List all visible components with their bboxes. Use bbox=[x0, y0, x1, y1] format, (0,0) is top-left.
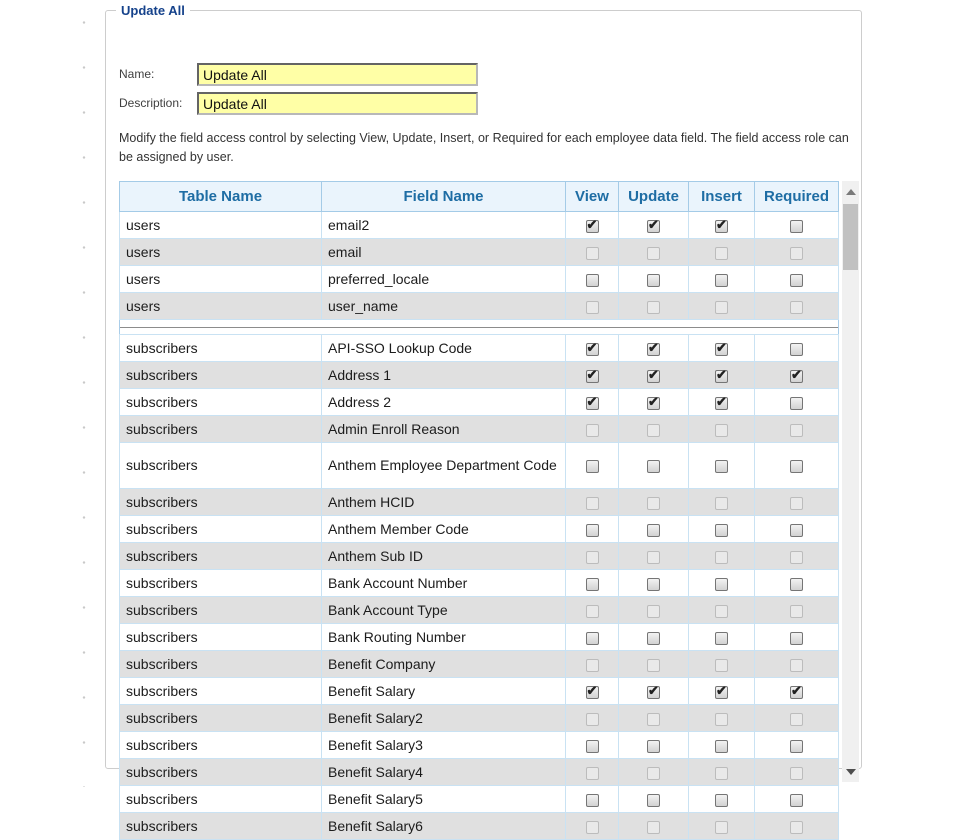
view-cell bbox=[566, 239, 619, 266]
required-cell bbox=[755, 543, 839, 570]
scroll-up-button[interactable] bbox=[842, 183, 859, 200]
insert-cell bbox=[689, 239, 755, 266]
update-checkbox[interactable] bbox=[647, 397, 660, 410]
table-name-cell: subscribers bbox=[120, 705, 322, 732]
view-checkbox[interactable] bbox=[586, 424, 599, 437]
required-cell bbox=[755, 389, 839, 416]
insert-cell bbox=[689, 416, 755, 443]
view-checkbox[interactable] bbox=[586, 821, 599, 834]
table-name-cell: subscribers bbox=[120, 416, 322, 443]
required-checkbox[interactable] bbox=[790, 821, 803, 834]
field-name-cell: Address 2 bbox=[322, 389, 566, 416]
required-checkbox[interactable] bbox=[790, 343, 803, 356]
insert-cell bbox=[689, 624, 755, 651]
update-cell bbox=[619, 489, 689, 516]
update-checkbox[interactable] bbox=[647, 301, 660, 314]
table-row bbox=[120, 443, 839, 489]
insert-checkbox[interactable] bbox=[715, 460, 728, 473]
column-header-update: Update bbox=[619, 182, 689, 212]
update-cell bbox=[619, 212, 689, 239]
view-checkbox[interactable] bbox=[586, 301, 599, 314]
field-name-cell: Admin Enroll Reason bbox=[322, 416, 566, 443]
insert-checkbox[interactable] bbox=[715, 578, 728, 591]
insert-cell bbox=[689, 335, 755, 362]
required-cell bbox=[755, 624, 839, 651]
update-cell bbox=[619, 543, 689, 570]
required-checkbox[interactable] bbox=[790, 497, 803, 510]
required-checkbox[interactable] bbox=[790, 632, 803, 645]
column-header-insert: Insert bbox=[689, 182, 755, 212]
insert-cell bbox=[689, 678, 755, 705]
view-cell bbox=[566, 266, 619, 293]
table-name-cell: subscribers bbox=[120, 570, 322, 597]
update-checkbox[interactable] bbox=[647, 460, 660, 473]
table-name-cell: subscribers bbox=[120, 335, 322, 362]
table-row bbox=[120, 212, 839, 239]
insert-checkbox[interactable] bbox=[715, 497, 728, 510]
table-name-cell: subscribers bbox=[120, 489, 322, 516]
required-cell bbox=[755, 362, 839, 389]
table-name-cell: users bbox=[120, 293, 322, 320]
view-checkbox[interactable] bbox=[586, 551, 599, 564]
view-cell bbox=[566, 543, 619, 570]
insert-cell bbox=[689, 705, 755, 732]
update-checkbox[interactable] bbox=[647, 605, 660, 618]
insert-checkbox[interactable] bbox=[715, 605, 728, 618]
group-separator-line bbox=[120, 327, 838, 328]
update-cell bbox=[619, 516, 689, 543]
table-row bbox=[120, 570, 839, 597]
table-name-cell: users bbox=[120, 212, 322, 239]
insert-checkbox[interactable] bbox=[715, 767, 728, 780]
field-name-cell: Benefit Salary5 bbox=[322, 786, 566, 813]
field-name-cell: Benefit Salary2 bbox=[322, 705, 566, 732]
update-cell bbox=[619, 389, 689, 416]
required-cell bbox=[755, 651, 839, 678]
insert-checkbox[interactable] bbox=[715, 301, 728, 314]
insert-cell bbox=[689, 443, 755, 489]
required-checkbox[interactable] bbox=[790, 551, 803, 564]
insert-cell bbox=[689, 266, 755, 293]
table-row bbox=[120, 416, 839, 443]
view-cell bbox=[566, 732, 619, 759]
table-row bbox=[120, 705, 839, 732]
view-checkbox[interactable] bbox=[586, 247, 599, 260]
column-header-field-name: Field Name bbox=[322, 182, 566, 212]
table-row bbox=[120, 651, 839, 678]
required-checkbox[interactable] bbox=[790, 794, 803, 807]
view-cell bbox=[566, 597, 619, 624]
column-header-required: Required bbox=[755, 182, 839, 212]
update-cell bbox=[619, 678, 689, 705]
table-row bbox=[120, 786, 839, 813]
field-name-cell: Bank Routing Number bbox=[322, 624, 566, 651]
update-cell bbox=[619, 651, 689, 678]
description-label: Description: bbox=[119, 96, 183, 110]
insert-checkbox[interactable] bbox=[715, 713, 728, 726]
insert-cell bbox=[689, 732, 755, 759]
panel-legend: Update All bbox=[121, 3, 185, 18]
required-cell bbox=[755, 266, 839, 293]
update-checkbox[interactable] bbox=[647, 659, 660, 672]
table-row bbox=[120, 813, 839, 840]
required-checkbox[interactable] bbox=[790, 460, 803, 473]
update-cell bbox=[619, 293, 689, 320]
name-label: Name: bbox=[119, 67, 155, 81]
insert-cell bbox=[689, 786, 755, 813]
description-input[interactable] bbox=[197, 92, 478, 115]
insert-cell bbox=[689, 543, 755, 570]
view-checkbox[interactable] bbox=[586, 794, 599, 807]
view-checkbox[interactable] bbox=[586, 686, 599, 699]
required-cell bbox=[755, 516, 839, 543]
view-cell bbox=[566, 759, 619, 786]
instructions-text: Modify the field access control by selecting View, Update, Insert, or Required for each employee data field. The field access role can be assigned by user. bbox=[119, 131, 849, 164]
update-cell bbox=[619, 597, 689, 624]
view-cell bbox=[566, 489, 619, 516]
required-cell bbox=[755, 786, 839, 813]
update-cell bbox=[619, 335, 689, 362]
required-cell bbox=[755, 293, 839, 320]
field-name-cell: Benefit Salary4 bbox=[322, 759, 566, 786]
insert-checkbox[interactable] bbox=[715, 686, 728, 699]
scroll-up-icon bbox=[846, 189, 856, 195]
view-cell bbox=[566, 389, 619, 416]
update-checkbox[interactable] bbox=[647, 578, 660, 591]
field-name-cell: Benefit Salary6 bbox=[322, 813, 566, 840]
table-row bbox=[120, 597, 839, 624]
view-checkbox[interactable] bbox=[586, 713, 599, 726]
field-access-grid bbox=[119, 181, 859, 834]
insert-cell bbox=[689, 597, 755, 624]
view-checkbox[interactable] bbox=[586, 497, 599, 510]
update-checkbox[interactable] bbox=[647, 220, 660, 233]
field-name-cell: email2 bbox=[322, 212, 566, 239]
table-name-cell: subscribers bbox=[120, 624, 322, 651]
update-checkbox[interactable] bbox=[647, 713, 660, 726]
table-row bbox=[120, 362, 839, 389]
field-name-cell: preferred_locale bbox=[322, 266, 566, 293]
insert-cell bbox=[689, 293, 755, 320]
required-checkbox[interactable] bbox=[790, 713, 803, 726]
insert-checkbox[interactable] bbox=[715, 794, 728, 807]
table-name-cell: subscribers bbox=[120, 759, 322, 786]
insert-cell bbox=[689, 759, 755, 786]
view-checkbox[interactable] bbox=[586, 220, 599, 233]
required-cell bbox=[755, 489, 839, 516]
view-cell bbox=[566, 416, 619, 443]
scroll-down-icon bbox=[846, 769, 856, 775]
insert-cell bbox=[689, 570, 755, 597]
update-checkbox[interactable] bbox=[647, 686, 660, 699]
name-input[interactable] bbox=[197, 63, 478, 86]
table-row bbox=[120, 266, 839, 293]
insert-cell bbox=[689, 489, 755, 516]
update-checkbox[interactable] bbox=[647, 370, 660, 383]
insert-checkbox[interactable] bbox=[715, 397, 728, 410]
field-name-cell: Anthem Employee Department Code bbox=[322, 443, 566, 489]
table-name-cell: users bbox=[120, 239, 322, 266]
insert-cell bbox=[689, 651, 755, 678]
required-cell bbox=[755, 443, 839, 489]
table-row bbox=[120, 516, 839, 543]
table-name-cell: subscribers bbox=[120, 543, 322, 570]
insert-cell bbox=[689, 389, 755, 416]
required-checkbox[interactable] bbox=[790, 220, 803, 233]
table-row bbox=[120, 732, 839, 759]
required-checkbox[interactable] bbox=[790, 740, 803, 753]
field-access-table bbox=[119, 181, 839, 840]
update-all-panel bbox=[105, 3, 862, 834]
table-name-cell: subscribers bbox=[120, 443, 322, 489]
update-checkbox[interactable] bbox=[647, 740, 660, 753]
required-cell bbox=[755, 813, 839, 840]
view-checkbox[interactable] bbox=[586, 632, 599, 645]
insert-checkbox[interactable] bbox=[715, 632, 728, 645]
table-row bbox=[120, 543, 839, 570]
table-name-cell: subscribers bbox=[120, 362, 322, 389]
table-name-cell: users bbox=[120, 266, 322, 293]
view-cell bbox=[566, 705, 619, 732]
update-checkbox[interactable] bbox=[647, 274, 660, 287]
view-cell bbox=[566, 651, 619, 678]
required-checkbox[interactable] bbox=[790, 301, 803, 314]
view-cell bbox=[566, 786, 619, 813]
required-checkbox[interactable] bbox=[790, 659, 803, 672]
insert-checkbox[interactable] bbox=[715, 370, 728, 383]
required-checkbox[interactable] bbox=[790, 578, 803, 591]
field-name-cell: Bank Account Type bbox=[322, 597, 566, 624]
update-cell bbox=[619, 705, 689, 732]
field-name-cell: API-SSO Lookup Code bbox=[322, 335, 566, 362]
insert-cell bbox=[689, 516, 755, 543]
insert-checkbox[interactable] bbox=[715, 424, 728, 437]
view-checkbox[interactable] bbox=[586, 524, 599, 537]
field-name-cell: Anthem HCID bbox=[322, 489, 566, 516]
field-name-cell: user_name bbox=[322, 293, 566, 320]
required-cell bbox=[755, 759, 839, 786]
view-checkbox[interactable] bbox=[586, 274, 599, 287]
table-row bbox=[120, 389, 839, 416]
view-cell bbox=[566, 212, 619, 239]
view-checkbox[interactable] bbox=[586, 578, 599, 591]
view-cell bbox=[566, 570, 619, 597]
required-checkbox[interactable] bbox=[790, 397, 803, 410]
insert-cell bbox=[689, 212, 755, 239]
table-row bbox=[120, 335, 839, 362]
field-name-cell: Benefit Salary3 bbox=[322, 732, 566, 759]
update-cell bbox=[619, 239, 689, 266]
required-cell bbox=[755, 239, 839, 266]
update-cell bbox=[619, 416, 689, 443]
view-checkbox[interactable] bbox=[586, 740, 599, 753]
required-cell bbox=[755, 212, 839, 239]
table-name-cell: subscribers bbox=[120, 516, 322, 543]
view-checkbox[interactable] bbox=[586, 767, 599, 780]
header-row bbox=[120, 182, 839, 212]
required-checkbox[interactable] bbox=[790, 370, 803, 383]
view-checkbox[interactable] bbox=[586, 605, 599, 618]
scroll-down-button[interactable] bbox=[842, 763, 859, 780]
insert-cell bbox=[689, 362, 755, 389]
required-checkbox[interactable] bbox=[790, 424, 803, 437]
column-header-view: View bbox=[566, 182, 619, 212]
update-checkbox[interactable] bbox=[647, 497, 660, 510]
required-checkbox[interactable] bbox=[790, 767, 803, 780]
view-checkbox[interactable] bbox=[586, 370, 599, 383]
update-checkbox[interactable] bbox=[647, 632, 660, 645]
insert-checkbox[interactable] bbox=[715, 274, 728, 287]
update-cell bbox=[619, 786, 689, 813]
grid-viewport bbox=[119, 181, 840, 834]
view-checkbox[interactable] bbox=[586, 460, 599, 473]
field-name-cell: Bank Account Number bbox=[322, 570, 566, 597]
table-row bbox=[120, 624, 839, 651]
field-name-cell: Anthem Sub ID bbox=[322, 543, 566, 570]
insert-checkbox[interactable] bbox=[715, 247, 728, 260]
update-checkbox[interactable] bbox=[647, 524, 660, 537]
table-name-cell: subscribers bbox=[120, 597, 322, 624]
table-name-cell: subscribers bbox=[120, 813, 322, 840]
view-cell bbox=[566, 678, 619, 705]
update-cell bbox=[619, 443, 689, 489]
update-cell bbox=[619, 732, 689, 759]
insert-checkbox[interactable] bbox=[715, 551, 728, 564]
required-cell bbox=[755, 678, 839, 705]
field-table-body bbox=[120, 212, 839, 840]
required-cell bbox=[755, 416, 839, 443]
insert-checkbox[interactable] bbox=[715, 220, 728, 233]
insert-cell bbox=[689, 813, 755, 840]
table-row bbox=[120, 239, 839, 266]
table-row bbox=[120, 678, 839, 705]
insert-checkbox[interactable] bbox=[715, 524, 728, 537]
required-checkbox[interactable] bbox=[790, 524, 803, 537]
update-cell bbox=[619, 362, 689, 389]
required-checkbox[interactable] bbox=[790, 274, 803, 287]
view-checkbox[interactable] bbox=[586, 659, 599, 672]
update-cell bbox=[619, 266, 689, 293]
update-checkbox[interactable] bbox=[647, 247, 660, 260]
view-cell bbox=[566, 624, 619, 651]
column-header-table-name: Table Name bbox=[120, 182, 322, 212]
required-checkbox[interactable] bbox=[790, 686, 803, 699]
field-name-cell: Benefit Company bbox=[322, 651, 566, 678]
required-checkbox[interactable] bbox=[790, 247, 803, 260]
field-name-cell: Address 1 bbox=[322, 362, 566, 389]
update-checkbox[interactable] bbox=[647, 794, 660, 807]
required-cell bbox=[755, 732, 839, 759]
table-row bbox=[120, 759, 839, 786]
view-cell bbox=[566, 362, 619, 389]
field-name-cell: Anthem Member Code bbox=[322, 516, 566, 543]
field-name-cell: email bbox=[322, 239, 566, 266]
scrollbar-thumb[interactable] bbox=[843, 204, 858, 270]
update-checkbox[interactable] bbox=[647, 767, 660, 780]
required-checkbox[interactable] bbox=[790, 605, 803, 618]
update-cell bbox=[619, 570, 689, 597]
insert-checkbox[interactable] bbox=[715, 821, 728, 834]
update-cell bbox=[619, 813, 689, 840]
vertical-scrollbar[interactable] bbox=[842, 181, 859, 782]
table-name-cell: subscribers bbox=[120, 678, 322, 705]
view-checkbox[interactable] bbox=[586, 343, 599, 356]
insert-checkbox[interactable] bbox=[715, 659, 728, 672]
insert-checkbox[interactable] bbox=[715, 740, 728, 753]
group-separator-row bbox=[120, 320, 839, 335]
view-cell bbox=[566, 443, 619, 489]
view-cell bbox=[566, 335, 619, 362]
required-cell bbox=[755, 335, 839, 362]
view-cell bbox=[566, 813, 619, 840]
required-cell bbox=[755, 570, 839, 597]
table-name-cell: subscribers bbox=[120, 732, 322, 759]
margin-dots bbox=[78, 0, 90, 787]
view-cell bbox=[566, 516, 619, 543]
update-checkbox[interactable] bbox=[647, 343, 660, 356]
table-row bbox=[120, 489, 839, 516]
view-checkbox[interactable] bbox=[586, 397, 599, 410]
table-name-cell: subscribers bbox=[120, 389, 322, 416]
table-name-cell: subscribers bbox=[120, 651, 322, 678]
update-checkbox[interactable] bbox=[647, 424, 660, 437]
update-checkbox[interactable] bbox=[647, 551, 660, 564]
required-cell bbox=[755, 597, 839, 624]
update-cell bbox=[619, 624, 689, 651]
update-checkbox[interactable] bbox=[647, 821, 660, 834]
table-name-cell: subscribers bbox=[120, 786, 322, 813]
field-name-cell: Benefit Salary bbox=[322, 678, 566, 705]
insert-checkbox[interactable] bbox=[715, 343, 728, 356]
update-cell bbox=[619, 759, 689, 786]
view-cell bbox=[566, 293, 619, 320]
required-cell bbox=[755, 705, 839, 732]
table-row bbox=[120, 293, 839, 320]
